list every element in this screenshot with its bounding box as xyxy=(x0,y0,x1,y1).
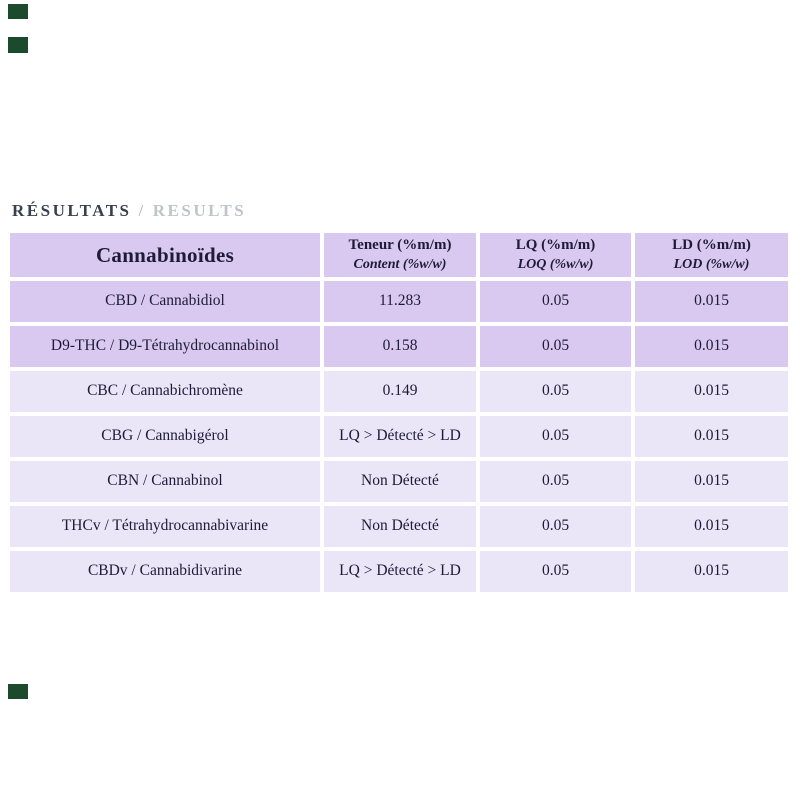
section-title-fr: RÉSULTATS xyxy=(12,201,132,220)
cell-lod-value: 0.015 xyxy=(635,326,788,367)
cell-compound-name: CBG / Cannabigérol xyxy=(10,416,320,457)
cell-loq-value: 0.05 xyxy=(480,326,631,367)
cell-lod-value: 0.015 xyxy=(635,281,788,322)
column-header-lod-fr: LD (%m/m) xyxy=(672,237,751,254)
cell-loq-value: 0.05 xyxy=(480,461,631,502)
cell-content-value: 0.158 xyxy=(324,326,476,367)
redacted-logo-block xyxy=(8,684,28,699)
cell-compound-name: CBD / Cannabidiol xyxy=(10,281,320,322)
cell-lod-value: 0.015 xyxy=(635,416,788,457)
cell-content-value: Non Détecté xyxy=(324,506,476,547)
cell-content-value: LQ > Détecté > LD xyxy=(324,551,476,592)
column-header-loq-fr: LQ (%m/m) xyxy=(515,237,596,254)
cell-loq-value: 0.05 xyxy=(480,371,631,412)
cell-content-value: LQ > Détecté > LD xyxy=(324,416,476,457)
section-title-en: RESULTS xyxy=(152,201,247,220)
cell-compound-name: CBN / Cannabinol xyxy=(10,461,320,502)
column-header-content-en: Content (%w/w) xyxy=(353,256,447,272)
redacted-logo-block xyxy=(8,4,28,19)
cell-compound-name: CBC / Cannabichromène xyxy=(10,371,320,412)
column-header-loq-en: LOQ (%w/w) xyxy=(517,256,594,272)
cell-compound-name: THCv / Tétrahydrocannabivarine xyxy=(10,506,320,547)
cell-loq-value: 0.05 xyxy=(480,551,631,592)
results-table xyxy=(10,233,788,592)
cell-content-value: 11.283 xyxy=(324,281,476,322)
cell-lod-value: 0.015 xyxy=(635,371,788,412)
column-header-content xyxy=(324,233,476,277)
cell-loq-value: 0.05 xyxy=(480,281,631,322)
cell-loq-value: 0.05 xyxy=(480,506,631,547)
cell-lod-value: 0.015 xyxy=(635,461,788,502)
section-title xyxy=(12,201,246,221)
column-header-cannabinoids: Cannabinoïdes xyxy=(10,233,320,277)
column-header-content-fr: Teneur (%m/m) xyxy=(348,237,452,254)
cell-compound-name: CBDv / Cannabidivarine xyxy=(10,551,320,592)
redacted-logo-block xyxy=(8,37,28,53)
column-header-loq xyxy=(480,233,631,277)
cell-loq-value: 0.05 xyxy=(480,416,631,457)
column-header-lod xyxy=(635,233,788,277)
cell-lod-value: 0.015 xyxy=(635,506,788,547)
cell-compound-name: D9-THC / D9-Tétrahydrocannabinol xyxy=(10,326,320,367)
section-title-separator: / xyxy=(138,201,146,220)
cell-lod-value: 0.015 xyxy=(635,551,788,592)
cell-content-value: 0.149 xyxy=(324,371,476,412)
cell-content-value: Non Détecté xyxy=(324,461,476,502)
column-header-lod-en: LOD (%w/w) xyxy=(673,256,750,272)
